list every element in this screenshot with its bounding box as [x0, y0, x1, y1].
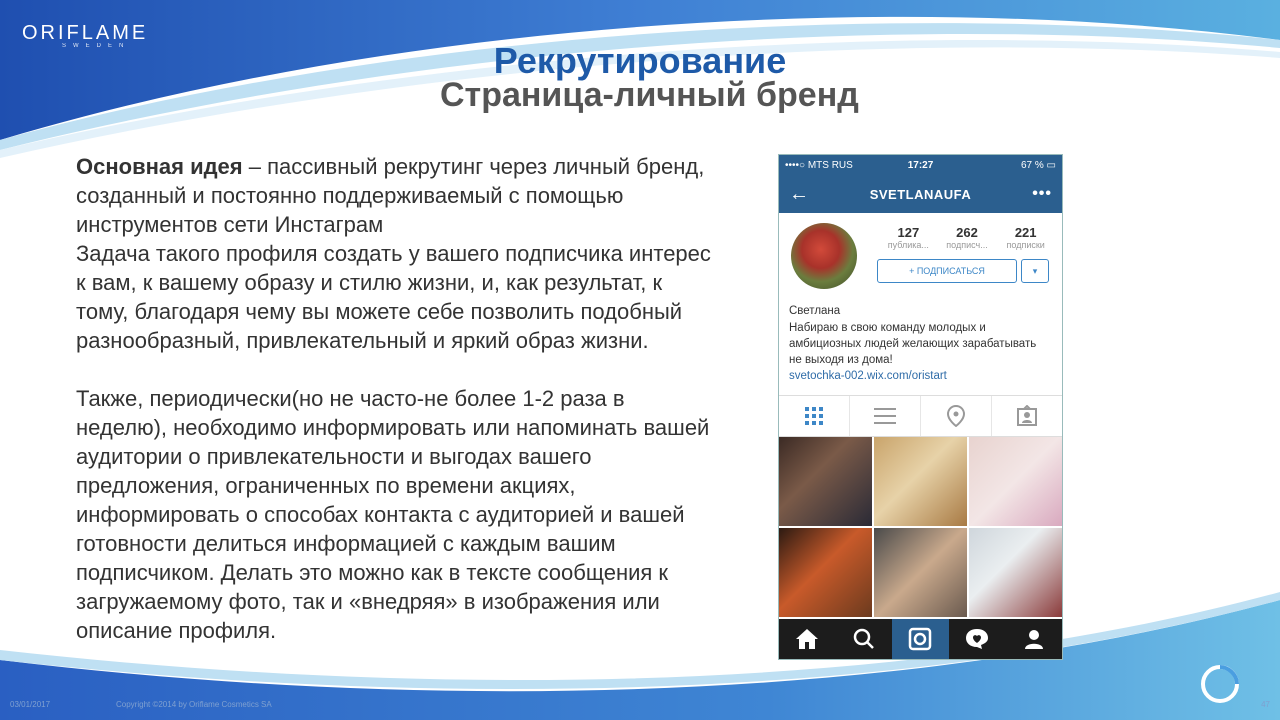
profile-bio [779, 301, 1062, 395]
stat-followers[interactable] [938, 225, 997, 250]
profile-username: SVETLANAUFA [869, 186, 972, 202]
profile-tabs [779, 395, 1062, 437]
list-icon [873, 406, 897, 426]
profile-stats [879, 225, 1055, 250]
stat-following-label: подписки [1006, 240, 1045, 250]
paragraph-1-text: – пассивный рекрутинг через личный бренд, созданный и постоянно поддерживаемый с помощью инструментов сети Инстаграм [76, 154, 705, 237]
stat-followers-label: подписч... [946, 240, 988, 250]
paragraph-2: Также, периодически(но не часто-не более 1-2 раза в неделю), необходимо информировать или напоминать вашей аудитории о привлекательности и выгодах вашего предложения, ограниченных по времени акциях, информировать о способах контакта с аудиторией и вашей готовности делиться информацией с каждым вашим подписчиком. Делать это можно как в тексте сообщения к загружаемому фото, так и «внедряя» в изображения или описание профиля. [76, 386, 710, 643]
nav-home[interactable] [779, 619, 836, 659]
logo-subtext: SWEDEN [62, 43, 131, 49]
bio-name: Светлана [789, 305, 841, 317]
stat-posts-count: 127 [897, 225, 920, 240]
photo-thumbnail[interactable] [779, 528, 872, 617]
stat-followers-count: 262 [956, 225, 978, 240]
photo-thumbnail[interactable] [874, 528, 967, 617]
slide-title-text: Рекрутирование [493, 40, 787, 81]
tab-tagged[interactable] [992, 396, 1062, 436]
paragraph-1 [76, 152, 716, 239]
tab-location[interactable] [921, 396, 992, 436]
dropdown-button[interactable]: ▾ [1021, 259, 1049, 283]
tagged-person-icon [1016, 405, 1038, 427]
search-icon [853, 628, 875, 650]
profile-icon [1023, 628, 1045, 650]
page-number: 47 [1261, 700, 1270, 709]
follow-button[interactable]: + ПОДПИСАТЬСЯ [877, 259, 1017, 283]
grid-icon [803, 405, 825, 427]
stat-following-count: 221 [1014, 225, 1037, 240]
stat-posts-label: публика... [887, 240, 929, 250]
home-icon [795, 628, 819, 650]
carrier-label: ••••○ MTS RUS [785, 159, 853, 171]
photo-thumbnail[interactable] [779, 437, 872, 526]
bio-text: Набираю в свою команду молодых и амбициозных людей желающих зарабатывать не выходя из дома! [789, 322, 1037, 366]
slide-body [76, 152, 716, 645]
stat-following[interactable] [996, 225, 1055, 250]
photo-thumbnail[interactable] [969, 437, 1062, 526]
status-bar [779, 155, 1062, 175]
profile-navbar [779, 175, 1062, 213]
paragraph-1-line2: Задача такого профиля создать у вашего подписчика интерес к вам, к вашему образу и стилю жизни, и, как результат, к тому, благодаря чему вы можете себе позволить подобный разнообразный, привлекательный и яркий образ жизни. [76, 241, 711, 353]
more-options-icon[interactable]: ••• [1032, 185, 1052, 202]
battery-label [966, 160, 1056, 171]
tab-grid[interactable] [779, 396, 850, 436]
nav-profile[interactable] [1005, 619, 1062, 659]
bio-link[interactable]: svetochka-002.wix.com/oristart [789, 370, 947, 382]
tab-list[interactable] [850, 396, 921, 436]
oriflame-circle-logo [1198, 662, 1242, 706]
photo-grid [779, 437, 1062, 617]
nav-activity[interactable] [949, 619, 1006, 659]
profile-header [779, 213, 1062, 301]
battery-percent: 67 % [1020, 159, 1044, 171]
activity-bubble-icon [965, 628, 989, 650]
nav-search[interactable] [836, 619, 893, 659]
photo-thumbnail[interactable] [969, 528, 1062, 617]
location-pin-icon [947, 405, 965, 427]
bottom-navigation [779, 619, 1062, 659]
nav-camera[interactable] [892, 619, 949, 659]
footer-date: 03/01/2017 [10, 700, 51, 709]
camera-icon [908, 627, 932, 651]
footer-copyright: Copyright ©2014 by Oriflame Cosmetics SA [116, 700, 272, 709]
stat-posts[interactable] [879, 225, 938, 250]
photo-thumbnail[interactable] [874, 437, 967, 526]
battery-icon: ▭ [1046, 159, 1056, 171]
instagram-phone-screenshot [778, 154, 1063, 660]
slide-subtitle: Страница-личный бренд [440, 76, 859, 114]
status-time: 17:27 [907, 159, 934, 171]
paragraph-1-bold: Основная идея [76, 154, 243, 179]
back-arrow-icon[interactable]: ← [789, 182, 809, 205]
avatar[interactable] [791, 223, 857, 289]
logo-text: ORIFLAME [22, 22, 149, 44]
